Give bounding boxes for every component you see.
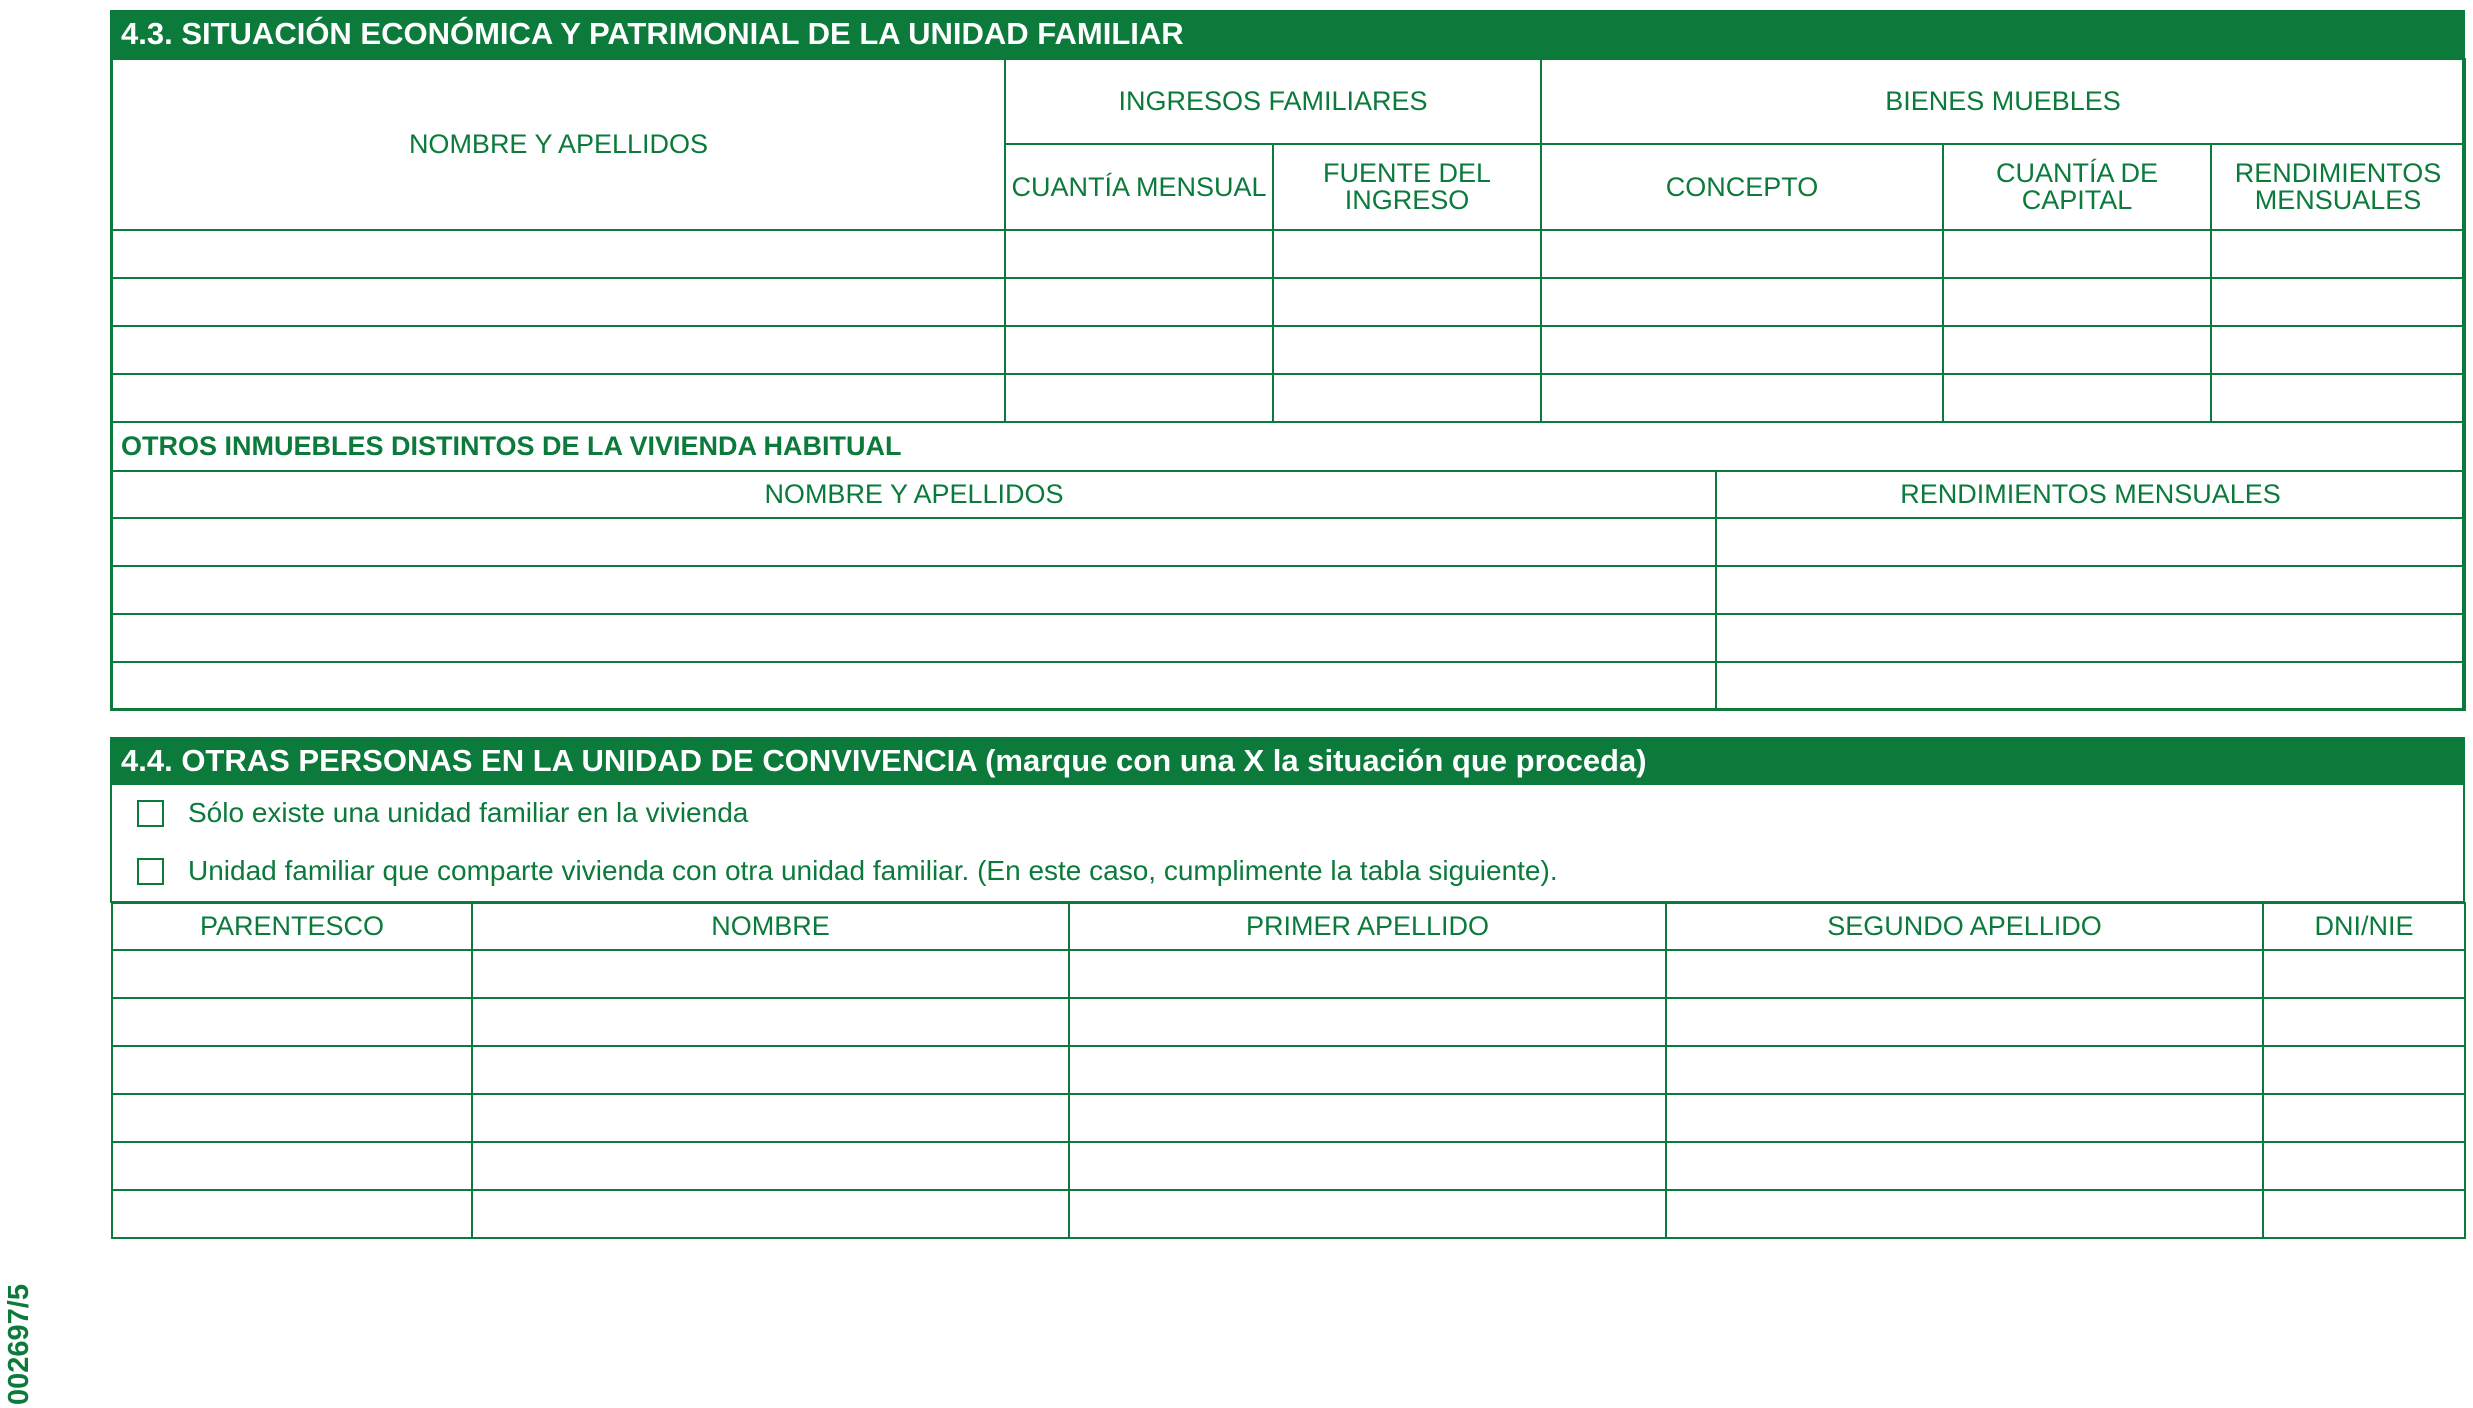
header-nombre-apellidos: NOMBRE Y APELLIDOS bbox=[112, 59, 1005, 230]
input-cell[interactable] bbox=[112, 326, 1005, 374]
input-cell[interactable] bbox=[472, 1142, 1069, 1190]
input-cell[interactable] bbox=[1666, 1190, 2263, 1238]
input-cell[interactable] bbox=[472, 950, 1069, 998]
input-cell[interactable] bbox=[112, 518, 1716, 566]
economic-situation-table bbox=[111, 58, 2466, 423]
input-cell[interactable] bbox=[112, 1142, 472, 1190]
table-row bbox=[112, 950, 2465, 998]
input-cell[interactable] bbox=[2263, 1190, 2465, 1238]
input-cell[interactable] bbox=[112, 614, 1716, 662]
table-row bbox=[112, 1190, 2465, 1238]
input-cell[interactable] bbox=[1666, 998, 2263, 1046]
input-cell[interactable] bbox=[112, 950, 472, 998]
input-cell[interactable] bbox=[2263, 1142, 2465, 1190]
input-cell[interactable] bbox=[1541, 326, 1943, 374]
section-4-3-title: 4.3. SITUACIÓN ECONÓMICA Y PATRIMONIAL DE LA UNIDAD FAMILIAR bbox=[111, 10, 2464, 58]
input-cell[interactable] bbox=[472, 998, 1069, 1046]
header-bienes-muebles: BIENES MUEBLES bbox=[1541, 59, 2465, 144]
header-parentesco: PARENTESCO bbox=[112, 903, 472, 950]
input-cell[interactable] bbox=[1943, 326, 2211, 374]
header-rendimientos: RENDIMIENTOS MENSUALES bbox=[2211, 144, 2465, 230]
input-cell[interactable] bbox=[1069, 1142, 1666, 1190]
table-row bbox=[112, 374, 2465, 422]
table-row bbox=[112, 998, 2465, 1046]
table-row bbox=[112, 1094, 2465, 1142]
input-cell[interactable] bbox=[112, 1046, 472, 1094]
input-cell[interactable] bbox=[2263, 1046, 2465, 1094]
header-cuantia-capital: CUANTÍA DE CAPITAL bbox=[1943, 144, 2211, 230]
option-shared-dwelling[interactable] bbox=[137, 855, 1558, 887]
input-cell[interactable] bbox=[1005, 374, 1273, 422]
input-cell[interactable] bbox=[1716, 662, 2465, 710]
input-cell[interactable] bbox=[2211, 278, 2465, 326]
input-cell[interactable] bbox=[2263, 1094, 2465, 1142]
input-cell[interactable] bbox=[112, 230, 1005, 278]
checkbox-shared-dwelling[interactable] bbox=[137, 858, 164, 885]
input-cell[interactable] bbox=[2211, 230, 2465, 278]
input-cell[interactable] bbox=[112, 998, 472, 1046]
input-cell[interactable] bbox=[2263, 950, 2465, 998]
form-code: 002697/5 bbox=[3, 1284, 35, 1405]
input-cell[interactable] bbox=[472, 1046, 1069, 1094]
table-row bbox=[112, 230, 2465, 278]
input-cell[interactable] bbox=[112, 662, 1716, 710]
input-cell[interactable] bbox=[1069, 1046, 1666, 1094]
header-fuente-ingreso: FUENTE DEL INGRESO bbox=[1273, 144, 1541, 230]
table-row bbox=[112, 1046, 2465, 1094]
input-cell[interactable] bbox=[1005, 230, 1273, 278]
table-row bbox=[112, 1142, 2465, 1190]
input-cell[interactable] bbox=[1666, 950, 2263, 998]
header-ingresos-familiares: INGRESOS FAMILIARES bbox=[1005, 59, 1541, 144]
header-primer-apellido: PRIMER APELLIDO bbox=[1069, 903, 1666, 950]
table-row bbox=[112, 662, 2465, 710]
input-cell[interactable] bbox=[112, 374, 1005, 422]
input-cell[interactable] bbox=[1541, 230, 1943, 278]
input-cell[interactable] bbox=[1666, 1142, 2263, 1190]
header-nombre-apellidos-inmuebles: NOMBRE Y APELLIDOS bbox=[112, 471, 1716, 518]
subsection-title: OTROS INMUEBLES DISTINTOS DE LA VIVIENDA HABITUAL bbox=[112, 422, 2465, 471]
input-cell[interactable] bbox=[2263, 998, 2465, 1046]
input-cell[interactable] bbox=[472, 1094, 1069, 1142]
input-cell[interactable] bbox=[1943, 230, 2211, 278]
input-cell[interactable] bbox=[112, 1190, 472, 1238]
table-row bbox=[112, 566, 2465, 614]
input-cell[interactable] bbox=[1273, 230, 1541, 278]
input-cell[interactable] bbox=[1716, 518, 2465, 566]
input-cell[interactable] bbox=[1069, 950, 1666, 998]
input-cell[interactable] bbox=[1943, 278, 2211, 326]
input-cell[interactable] bbox=[1273, 278, 1541, 326]
input-cell[interactable] bbox=[1541, 278, 1943, 326]
other-properties-table bbox=[111, 421, 2466, 711]
option-label: Unidad familiar que comparte vivienda con otra unidad familiar. (En este caso, cumplimente la tabla siguiente). bbox=[188, 855, 1558, 886]
section-4-4-title: 4.4. OTRAS PERSONAS EN LA UNIDAD DE CONVIVENCIA (marque con una X la situación que proceda) bbox=[111, 737, 2464, 785]
option-label: Sólo existe una unidad familiar en la vivienda bbox=[188, 797, 749, 828]
header-concepto: CONCEPTO bbox=[1541, 144, 1943, 230]
input-cell[interactable] bbox=[1541, 374, 1943, 422]
table-row bbox=[112, 614, 2465, 662]
header-nombre: NOMBRE bbox=[472, 903, 1069, 950]
input-cell[interactable] bbox=[1666, 1046, 2263, 1094]
header-rendimientos-inmuebles: RENDIMIENTOS MENSUALES bbox=[1716, 471, 2465, 518]
input-cell[interactable] bbox=[1069, 1094, 1666, 1142]
input-cell[interactable] bbox=[1273, 374, 1541, 422]
table-row bbox=[112, 326, 2465, 374]
checkbox-single-family[interactable] bbox=[137, 800, 164, 827]
input-cell[interactable] bbox=[112, 566, 1716, 614]
input-cell[interactable] bbox=[1069, 1190, 1666, 1238]
input-cell[interactable] bbox=[112, 1094, 472, 1142]
input-cell[interactable] bbox=[1666, 1094, 2263, 1142]
table-row bbox=[112, 278, 2465, 326]
input-cell[interactable] bbox=[1005, 278, 1273, 326]
input-cell[interactable] bbox=[1716, 614, 2465, 662]
header-dni-nie: DNI/NIE bbox=[2263, 903, 2465, 950]
input-cell[interactable] bbox=[472, 1190, 1069, 1238]
input-cell[interactable] bbox=[1005, 326, 1273, 374]
cohabitants-table bbox=[111, 902, 2466, 1239]
input-cell[interactable] bbox=[1273, 326, 1541, 374]
input-cell[interactable] bbox=[1069, 998, 1666, 1046]
input-cell[interactable] bbox=[2211, 326, 2465, 374]
option-single-family[interactable] bbox=[137, 797, 748, 829]
header-segundo-apellido: SEGUNDO APELLIDO bbox=[1666, 903, 2263, 950]
input-cell[interactable] bbox=[2211, 374, 2465, 422]
input-cell[interactable] bbox=[112, 278, 1005, 326]
header-cuantia-mensual: CUANTÍA MENSUAL bbox=[1005, 144, 1273, 230]
input-cell[interactable] bbox=[1716, 566, 2465, 614]
table-row bbox=[112, 518, 2465, 566]
input-cell[interactable] bbox=[1943, 374, 2211, 422]
